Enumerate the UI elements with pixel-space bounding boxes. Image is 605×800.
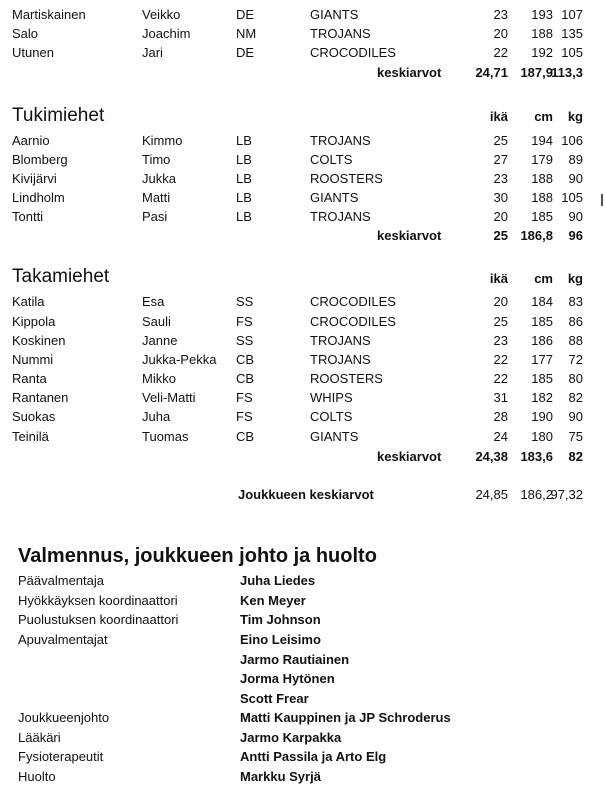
player-age: 23 [493,333,508,348]
header-age: ikä [489,271,508,286]
player-weight: 105 [561,190,583,205]
header-height: cm [534,271,553,286]
player-weight: 82 [568,390,583,405]
player-last-name: Teinilä [12,429,49,444]
column-headers [0,108,605,126]
player-row [0,25,605,43]
player-row [0,151,605,169]
player-age: 27 [493,152,508,167]
staff-name: Antti Passila ja Arto Elg [240,749,387,764]
average-age: 24,71 [475,65,508,80]
player-last-name: Suokas [12,409,56,424]
player-height: 194 [531,133,553,148]
player-age: 23 [493,7,508,22]
player-team: GIANTS [310,190,359,205]
player-position: DE [236,7,255,22]
player-row [0,313,605,331]
player-team: ROOSTERS [310,171,383,186]
player-position: CB [236,371,255,386]
player-position: LB [236,152,252,167]
staff-name: Tim Johnson [240,612,321,627]
player-age: 22 [493,352,508,367]
player-last-name: Utunen [12,45,54,60]
team-average-label: Joukkueen keskiarvot [238,487,374,502]
player-age: 20 [493,26,508,41]
player-row [0,170,605,188]
section-title-linebackers: Tukimiehet [12,105,105,126]
player-age: 28 [493,409,508,424]
staff-role: Joukkueenjohto [18,710,110,725]
player-height: 188 [531,26,553,41]
staff-row [0,651,605,669]
player-row [0,332,605,350]
player-age: 20 [493,209,508,224]
team-average-row [0,486,605,504]
player-first-name: Joachim [142,26,191,41]
player-team: TROJANS [310,26,371,41]
player-row [0,351,605,369]
player-last-name: Tontti [12,209,44,224]
player-team: GIANTS [310,7,359,22]
staff-section-title: Valmennus, joukkueen johto ja huolto [18,545,377,567]
player-position: FS [236,390,253,405]
player-weight: 80 [568,371,583,386]
player-height: 190 [531,409,553,424]
player-row [0,428,605,446]
player-age: 31 [493,390,508,405]
player-age: 30 [493,190,508,205]
player-position: LB [236,133,252,148]
staff-row [0,592,605,610]
average-weight: 113,3 [551,65,583,80]
average-label: keskiarvot [377,449,442,464]
player-first-name: Sauli [142,314,171,329]
player-first-name: Janne [142,333,178,348]
player-first-name: Jukka [142,171,176,186]
player-position: CB [236,429,255,444]
staff-role: Hyökkäyksen koordinaattori [18,593,178,608]
player-row [0,189,605,207]
player-last-name: Koskinen [12,333,66,348]
player-team: TROJANS [310,352,371,367]
staff-row [0,611,605,629]
staff-row [0,572,605,590]
player-team: WHIPS [310,390,353,405]
player-row [0,6,605,24]
player-weight: 75 [568,429,583,444]
player-team: CROCODILES [310,314,396,329]
staff-row [0,748,605,766]
average-label: keskiarvot [377,65,442,80]
player-weight: 90 [568,171,583,186]
staff-name: Jorma Hytönen [240,671,335,686]
staff-row [0,670,605,688]
player-height: 188 [531,190,553,205]
header-weight: kg [567,109,583,124]
player-last-name: Martiskainen [12,7,86,22]
team-average-age: 24,85 [475,487,508,502]
player-height: 185 [531,371,553,386]
player-position: DE [236,45,255,60]
player-last-name: Lindholm [12,190,65,205]
player-row [0,408,605,426]
staff-name: Ken Meyer [240,593,306,608]
player-row [0,370,605,388]
team-average-weight: 97,32 [550,487,583,502]
player-weight: 86 [568,314,583,329]
staff-role: Fysioterapeutit [18,749,104,764]
player-row [0,293,605,311]
player-weight: 135 [561,26,583,41]
player-position: SS [236,294,254,309]
average-label: keskiarvot [377,228,442,243]
header-age: ikä [489,109,508,124]
player-last-name: Blomberg [12,152,68,167]
player-height: 184 [531,294,553,309]
player-weight: 88 [568,333,583,348]
staff-name: Scott Frear [240,691,309,706]
player-height: 180 [531,429,553,444]
player-last-name: Aarnio [12,133,50,148]
average-age: 25 [493,228,508,243]
player-last-name: Nummi [12,352,54,367]
average-height: 183,6 [520,449,553,464]
staff-role: Apuvalmentajat [18,632,108,647]
average-height: 187,9 [520,65,553,80]
player-first-name: Veikko [142,7,181,22]
player-first-name: Kimmo [142,133,183,148]
player-height: 188 [531,171,553,186]
player-first-name: Timo [142,152,171,167]
player-first-name: Juha [142,409,171,424]
player-weight: 90 [568,209,583,224]
player-row [0,389,605,407]
average-height: 186,8 [520,228,553,243]
staff-row [0,631,605,649]
average-age: 24,38 [475,449,508,464]
staff-row [0,768,605,786]
player-team: COLTS [310,409,353,424]
player-team: COLTS [310,152,353,167]
player-weight: 105 [561,45,583,60]
player-last-name: Rantanen [12,390,69,405]
player-height: 177 [531,352,553,367]
player-row [0,44,605,62]
average-weight: 96 [568,228,583,243]
player-last-name: Kippola [12,314,56,329]
player-position: LB [236,209,252,224]
player-age: 23 [493,171,508,186]
player-position: NM [236,26,257,41]
scan-mark [601,194,603,206]
player-age: 25 [493,314,508,329]
player-position: FS [236,314,253,329]
column-headers [0,270,605,288]
player-last-name: Kivijärvi [12,171,57,186]
staff-role: Huolto [18,769,56,784]
staff-name: Eino Leisimo [240,632,321,647]
section-title-backs: Takamiehet [12,266,110,287]
player-height: 179 [531,152,553,167]
player-age: 20 [493,294,508,309]
staff-row [0,729,605,747]
player-first-name: Jari [142,45,163,60]
player-age: 22 [493,371,508,386]
section-average-row [0,64,605,82]
player-position: LB [236,171,252,186]
player-first-name: Matti [142,190,171,205]
player-team: CROCODILES [310,294,396,309]
player-age: 24 [493,429,508,444]
staff-row [0,709,605,727]
player-height: 186 [531,333,553,348]
player-team: TROJANS [310,333,371,348]
player-weight: 89 [568,152,583,167]
staff-role: Puolustuksen koordinaattori [18,612,179,627]
player-position: SS [236,333,254,348]
player-height: 193 [531,7,553,22]
staff-name: Markku Syrjä [240,769,321,784]
player-first-name: Esa [142,294,165,309]
player-team: CROCODILES [310,45,396,60]
player-team: GIANTS [310,429,359,444]
player-age: 25 [493,133,508,148]
staff-row [0,690,605,708]
player-weight: 106 [561,133,583,148]
team-average-height: 186,2 [520,487,553,502]
player-first-name: Jukka-Pekka [142,352,217,367]
staff-role: Lääkäri [18,730,61,745]
header-weight: kg [567,271,583,286]
player-height: 185 [531,209,553,224]
player-weight: 107 [561,7,583,22]
player-age: 22 [493,45,508,60]
player-team: ROOSTERS [310,371,383,386]
player-position: CB [236,352,255,367]
player-weight: 90 [568,409,583,424]
player-team: TROJANS [310,133,371,148]
staff-role: Päävalmentaja [18,573,104,588]
staff-name: Jarmo Rautiainen [240,652,350,667]
player-last-name: Salo [12,26,39,41]
staff-name: Jarmo Karpakka [240,730,342,745]
player-first-name: Tuomas [142,429,189,444]
player-row [0,208,605,226]
player-height: 185 [531,314,553,329]
player-first-name: Pasi [142,209,168,224]
player-position: LB [236,190,252,205]
player-first-name: Mikko [142,371,176,386]
player-weight: 72 [568,352,583,367]
player-first-name: Veli-Matti [142,390,196,405]
player-team: TROJANS [310,209,371,224]
player-position: FS [236,409,253,424]
header-height: cm [534,109,553,124]
staff-name: Juha Liedes [240,573,316,588]
player-height: 192 [531,45,553,60]
player-height: 182 [531,390,553,405]
player-row [0,132,605,150]
player-last-name: Ranta [12,371,47,386]
staff-name: Matti Kauppinen ja JP Schroderus [240,710,451,725]
player-weight: 83 [568,294,583,309]
section-average-row [0,227,605,245]
player-last-name: Katila [12,294,45,309]
section-average-row [0,448,605,466]
average-weight: 82 [568,449,583,464]
